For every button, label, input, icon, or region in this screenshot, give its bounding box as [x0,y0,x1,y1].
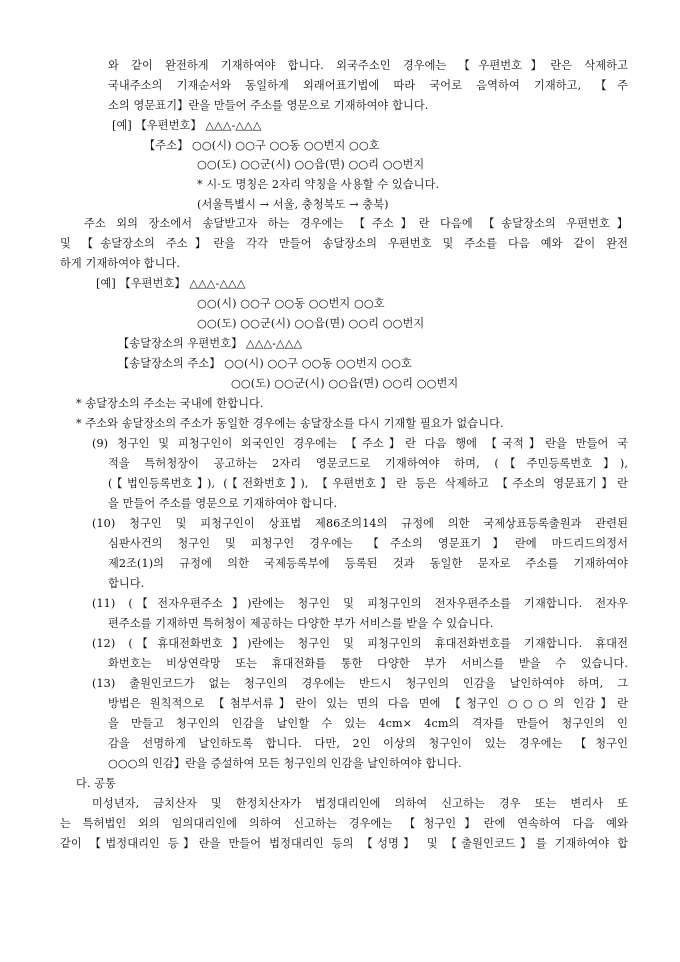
text-line: 미성년자, 금치산자 및 한정치산자가 법정대리인에 의하여 신고하는 경우 또는 변리사 또 [92,797,628,810]
text-line: * 송달장소의 주소는 국내에 한합니다. [76,397,264,410]
text-line: 와 같이 완전하게 기재하여야 합니다. 외국주소인 경우에는 【우편번호】란은 삭제하고 [108,59,628,72]
text-line: 편주소를 기재하면 특허청이 제공하는 다양한 부가 서비스를 받을 수 있습니다. [108,617,494,630]
text-line: 는 특허법인 외의 임의대리인에 의하여 신고하는 경우에는 【청구인】란에 연속하여 다음 예와 [60,817,628,830]
text-line: (13) 출원인코드가 없는 청구인의 경우에는 반드시 청구인의 인감을 날인하여야 하며, 그 [92,677,628,690]
text-line: 같이 【법정대리인 등】란을 만들어 법정대리인 등의 【성명】 및 【출원인코드】를 기재하여야 합 [60,837,628,850]
text-line: * 시·도 명칭은 2자리 약칭을 사용할 수 있습니다. [197,178,440,191]
text-line: 감을 선명하게 날인하도록 합니다. 다만, 2인 이상의 청구인이 있는 경우에는 【청구인 [108,737,628,750]
text-line: 하게 기재하여야 합니다. [60,257,181,270]
text-line: [예] 【우편번호】 △△△-△△△ [112,119,262,132]
text-line: 을 만들어 주소를 영문으로 기재하여야 합니다. [108,497,338,510]
text-line: ○○(도) ○○군(시) ○○읍(면) ○○리 ○○번지 [197,317,425,330]
text-line: 【송달장소의 주소】 ○○(시) ○○구 ○○동 ○○번지 ○○호 [118,357,412,370]
text-line: 적을 특허청장이 공고하는 2자리 영문코드로 기재하여야 하며, (【주민등록번호】), [108,457,628,470]
text-line: ○○(시) ○○구 ○○동 ○○번지 ○○호 [197,297,385,310]
text-line: 심판사건의 청구인 및 피청구인 경우에는 【주소의 영문표기】란에 마드리드의정서 [108,537,628,550]
text-line: (서울특별시 → 서울, 충청북도 → 충북) [197,198,389,211]
text-line: ○○○의 인감】란을 증설하여 모든 청구인의 인감을 날인하여야 합니다. [108,757,462,770]
text-line: ○○(도) ○○군(시) ○○읍(면) ○○리 ○○번지 [197,158,425,171]
text-line: 및 【송달장소의 주소】란을 각각 만들어 송달장소의 우편번호 및 주소를 다음 예와 같이 완전 [60,237,628,250]
text-line: (10) 청구인 및 피청구인이 상표법 제86조의14의 규정에 의한 국제상표등록출원과 관련된 [92,517,628,530]
text-line: 소의 영문표기】란을 만들어 주소를 영문으로 기재하여야 합니다. [108,99,429,112]
text-line: ○○(도) ○○군(시) ○○읍(면) ○○리 ○○번지 [231,377,459,390]
text-line: 다. 공통 [76,777,117,790]
text-line: [예] 【우편번호】 △△△-△△△ [96,277,246,290]
text-line: 【주소】 ○○(시) ○○구 ○○동 ○○번지 ○○호 [144,139,380,152]
text-line: 을 만들고 청구인의 인감을 날인할 수 있는 4cm× 4cm의 격자를 만들어 청구인의 인 [108,717,628,730]
text-line: 주소 외의 장소에서 송달받고자 하는 경우에는 【주소】란 다음에 【송달장소의 우편번호】 [84,217,628,230]
text-line: 【송달장소의 우편번호】 △△△-△△△ [118,337,303,350]
text-line: (9) 청구인 및 피청구인이 외국인인 경우에는 【주소】란 다음 행에 【국적】란을 만들어 국 [92,437,628,450]
text-line: * 주소와 송달장소의 주소가 동일한 경우에는 송달장소를 다시 기재할 필요가 없습니다. [76,417,504,430]
text-line: 제2조(1)의 규정에 의한 국제등록부에 등록된 것과 동일한 문자로 주소를 기재하여야 [108,557,628,570]
text-line: 합니다. [108,577,145,590]
text-line: 화번호는 비상연락망 또는 휴대전화를 통한 다양한 부가 서비스를 받을 수 있습니다. [108,657,628,670]
text-line: (11) (【전자우편주소】)란에는 청구인 및 피청구인의 전자우편주소를 기재합니다. 전자우 [92,597,628,610]
text-line: 국내주소의 기재순서와 동일하게 외래어표기법에 따라 국어로 음역하여 기재하고, 【주 [108,79,628,92]
text-line: (12) (【휴대전화번호】)란에는 청구인 및 피청구인의 휴대전화번호를 기재합니다. 휴대전 [92,637,628,650]
text-line: 방법은 원칙적으로 【첨부서류】란이 있는 면의 다음 면에 【청구인 ○○○의 인감】란 [108,697,628,710]
text-line: (【법인등록번호】), (【전화번호】), 【우편번호】란 등은 삭제하고 【주소의 영문표기】란 [108,477,628,490]
